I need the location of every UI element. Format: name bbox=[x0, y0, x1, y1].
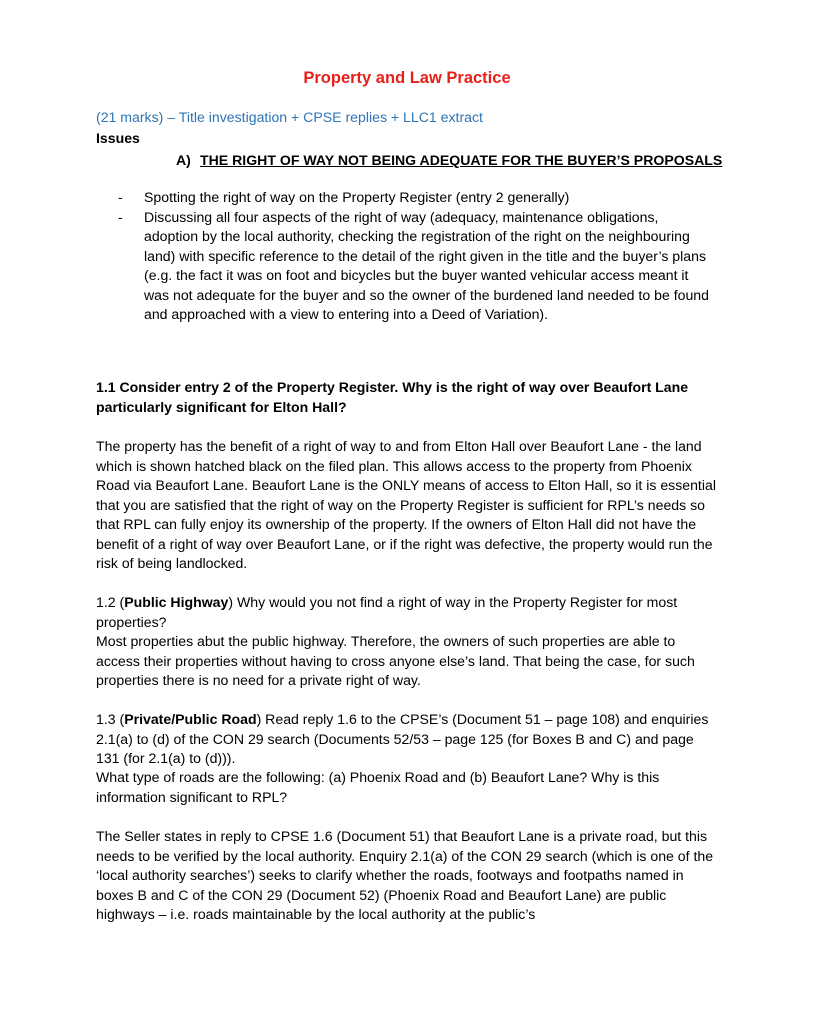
question-1-2: 1.2 (Public Highway) Why would you not find a right of way in the Property Register for most properties? bbox=[96, 594, 678, 630]
bullet-item: - Spotting the right of way on the Property Register (entry 2 generally) bbox=[118, 189, 570, 205]
marks-line: (21 marks) – Title investigation + CPSE replies + LLC1 extract bbox=[96, 109, 483, 125]
answer-1-1: The property has the benefit of a right of way to and from Elton Hall over Beaufort Lane - the land which is shown hatched black on the filed plan. This allows access to the property from Phoenix Road via Beaufort Lane. Beaufort Lane is the ONLY means of access to Elton Hall, so it is essential that you are satisfied that the right of way on the Property Register is sufficient for RPL’s needs so that RPL can fully enjoy its ownership of the property. If the owners of Elton Hall did not have the benefit of a right of way over Beaufort Lane, or if the right was defective, the property would run the risk of being landlocked. bbox=[96, 438, 716, 571]
answer-1-3: The Seller states in reply to CPSE 1.6 (Document 51) that Beaufort Lane is a private road, but this needs to be verified by the local authority. Enquiry 2.1(a) of the CON 29 search (which is one of the ‘local authority searches’) seeks to clarify whether the roads, footways and footpaths named in boxes B and C of the CON 29 (Document 52) (Phoenix Road and Beaufort Lane) are public highways – i.e. roads maintainable by the local authority at the public’s bbox=[96, 828, 714, 922]
section-a-heading bbox=[176, 151, 722, 171]
question-1-1: 1.1 Consider entry 2 of the Property Register. Why is the right of way over Beaufort Lane particularly significant for Elton Hall? bbox=[96, 379, 689, 415]
section-a-title: THE RIGHT OF WAY NOT BEING ADEQUATE FOR THE BUYER’S PROPOSALS bbox=[200, 152, 723, 168]
page-title: Property and Law Practice bbox=[303, 69, 511, 87]
bullet-text: Discussing all four aspects of the right of way (adequacy, maintenance obligations, adoption by the local authority, checking the registration of the right on the neighbouring land) with specific reference to the detail of the right given in the title and the buyer’s plans (e.g. the fact it was on foot and bicycles but the buyer wanted vehicular access meant it was not adequate for the buyer and so the owner of the burdened land needed to be found and approached with a view to entering into a Deed of Variation). bbox=[144, 208, 709, 322]
issues-label: Issues bbox=[96, 130, 140, 146]
bullet-item: - Discussing all four aspects of the right of way (adequacy, maintenance obligations, adoption by the local authority, checking the registration of the right on the neighbouring land) with specific reference to the detail of the right given in the title and the buyer’s plans (e.g. the fact it was on foot and bicycles but the buyer wanted vehicular access meant it was not adequate for the buyer and so the owner of the burdened land needed to be found and approached with a view to entering into a Deed of Variation). bbox=[118, 208, 709, 322]
question-1-3-followup: What type of roads are the following: (a) Phoenix Road and (b) Beaufort Lane? Why is this information significant to RPL? bbox=[96, 769, 660, 805]
section-a-letter: A) bbox=[176, 152, 191, 168]
bullet-text: Spotting the right of way on the Property Register (entry 2 generally) bbox=[144, 189, 570, 205]
question-1-3-topic: Private/Public Road bbox=[124, 711, 257, 727]
issues-bullet-list bbox=[96, 188, 716, 325]
question-1-3: 1.3 (Private/Public Road) Read reply 1.6 to the CPSE’s (Document 51 – page 108) and enquiries 2.1(a) to (d) of the CON 29 search (Documents 52/53 – page 125 (for Boxes B and C) and page 131 (for 2.1(a) to (d))). bbox=[96, 711, 709, 766]
question-1-2-topic: Public Highway bbox=[124, 594, 229, 610]
answer-1-2: Most properties abut the public highway. Therefore, the owners of such properties are able to access their properties without having to cross anyone else’s land. That being the case, for such properties there is no need for a private right of way. bbox=[96, 633, 695, 688]
